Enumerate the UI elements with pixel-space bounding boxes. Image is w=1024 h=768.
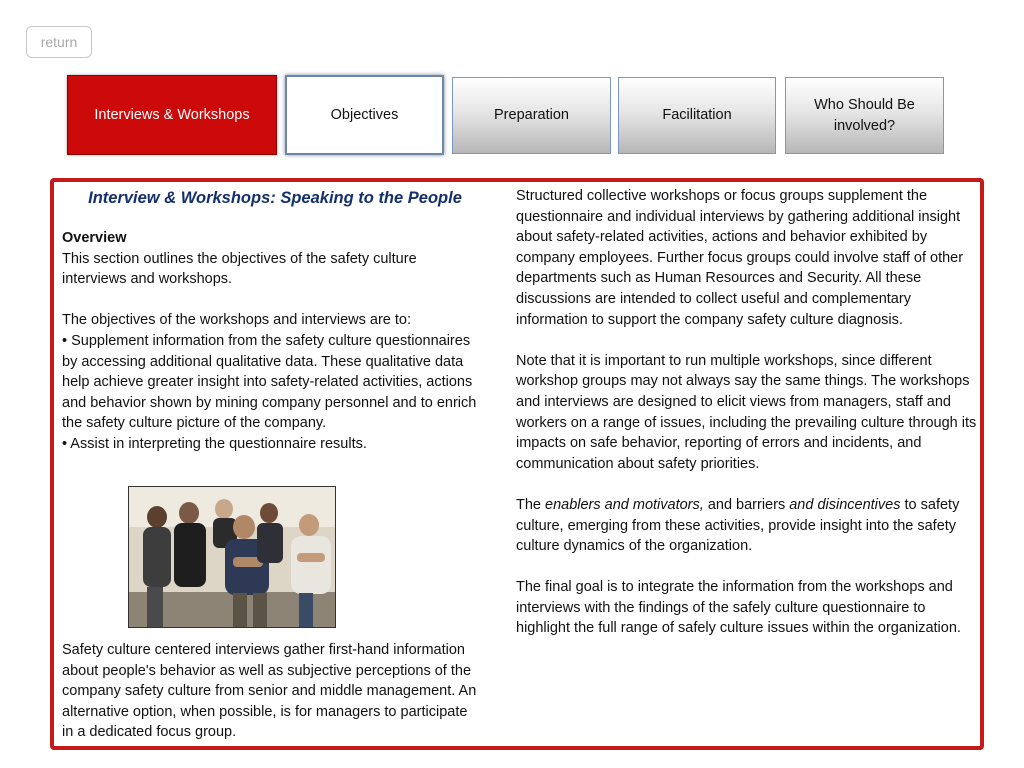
page-title: Interview & Workshops: Speaking to the People bbox=[88, 189, 462, 207]
final-goal-paragraph: The final goal is to integrate the information from the workshops and interviews with the findings of the safely culture questionnaire to highlight the full range of safely culture issues within the organization. bbox=[516, 579, 961, 637]
tab-preparation[interactable] bbox=[452, 77, 611, 154]
text-run-italic: and disincentives bbox=[789, 496, 901, 513]
return-button[interactable]: return bbox=[26, 26, 92, 58]
tab-facilitation[interactable] bbox=[618, 77, 776, 154]
left-column bbox=[62, 228, 478, 455]
content-panel bbox=[50, 178, 984, 750]
workshop-group-photo bbox=[128, 486, 336, 628]
interviews-description: Safety culture centered interviews gather first-hand information about people's behavior as well as subjective perceptions of the company safety culture from senior and middle management. An alternative option, when possible, is for managers to participate in a dedicated focus group. bbox=[62, 642, 477, 741]
objectives-intro: The objectives of the workshops and interviews are to: bbox=[62, 312, 411, 329]
overview-text: This section outlines the objectives of the safety culture interviews and workshops. bbox=[62, 250, 417, 288]
enablers-paragraph bbox=[516, 495, 978, 557]
right-column bbox=[516, 186, 978, 639]
text-run-italic: enablers and motivators, bbox=[545, 496, 704, 513]
objective-bullet-1: • Supplement information from the safety culture questionnaires by accessing additional qualitative data. These qualitative data help achieve greater insight into safety-related activities, actions and behavior shown by mining company personnel and to enrich the safety culture picture of the company. bbox=[62, 332, 477, 432]
tab-who-should-be-involved[interactable] bbox=[785, 77, 944, 154]
tab-label: Who Should Be involved? bbox=[814, 96, 915, 134]
tab-label: Interviews & Workshops bbox=[94, 106, 250, 123]
multiple-workshops-paragraph: Note that it is important to run multiple workshops, since different workshop groups may not always say the same things. The workshops and interviews are designed to elicit views from managers, staff and workers on a range of issues, including the prevailing culture through its impacts on safe behavior, reporting of errors and incidents, and communication about safety priorities. bbox=[516, 352, 977, 472]
text-run: and barriers bbox=[703, 496, 790, 513]
tab-label: Facilitation bbox=[662, 107, 732, 123]
tab-label: Objectives bbox=[330, 106, 399, 123]
text-run: The bbox=[516, 496, 546, 513]
overview-title: Overview bbox=[62, 230, 127, 246]
text-run: to safety culture, emerging from these activities, provide insight into the safety culture dynamics of the organization. bbox=[516, 496, 960, 555]
tab-label: Preparation bbox=[494, 107, 569, 123]
tab-interviews-workshops[interactable] bbox=[67, 75, 277, 155]
focus-groups-paragraph: Structured collective workshops or focus groups supplement the questionnaire and individual interviews by gathering additional insight about safety-related activities, actions and behavior exhibited by company employees. Further focus groups could involve staff of other departments such as Human Resources and Security. All these discussions are intended to collect useful and complementary information to support the company safety culture diagnosis. bbox=[516, 188, 964, 328]
tab-objectives[interactable] bbox=[285, 75, 444, 155]
objective-bullet-2: • Assist in interpreting the questionnaire results. bbox=[62, 435, 367, 452]
